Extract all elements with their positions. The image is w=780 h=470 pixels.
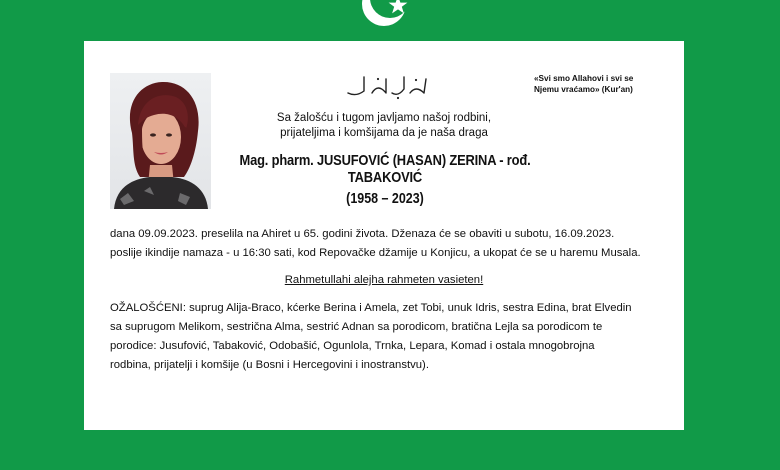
mourners-line-1: OŽALOŠĆENI: suprug Alija-Braco, kćerke Berina i Amela, zet Tobi, unuk Idris, sestra Edina, brat Elvedin bbox=[110, 302, 632, 314]
mourners-line-4: rodbina, prijatelji i komšije (u Bosni i Hercegovini i inostranstvu). bbox=[110, 359, 429, 371]
portrait-photo bbox=[110, 73, 211, 209]
deceased-name: Mag. pharm. JUSUFOVIĆ (HASAN) ZERINA - rođ. TABAKOVIĆ bbox=[239, 152, 531, 186]
rahmet-prayer: Rahmetullahi alejha rahmeten vasieten! bbox=[284, 274, 484, 286]
portrait-image bbox=[110, 73, 211, 209]
details-line-2: poslije ikindije namaza - u 16:30 sati, kod Repovačke džamije u Konjicu, a ukopat će se u haremu Musala. bbox=[110, 247, 641, 259]
intro-line-2: prijateljima i komšijama da je naša draga bbox=[280, 127, 488, 139]
crescent-star-icon bbox=[350, 0, 430, 30]
intro-text bbox=[244, 111, 524, 141]
quote-line-1: «Svi smo Allahovi i svi se bbox=[534, 74, 634, 83]
mourners-list bbox=[110, 299, 662, 375]
obituary-card bbox=[84, 41, 684, 430]
mourners-line-3: porodice: Jusufović, Tabaković, Odobašić, Ogunlola, Trnka, Lepara, Komad i ostala mnogobrojna bbox=[110, 340, 595, 352]
intro-line-1: Sa žalošću i tugom javljamo našoj rodbini, bbox=[276, 112, 492, 124]
arabic-calligraphy bbox=[342, 71, 432, 101]
quran-quote bbox=[534, 73, 666, 95]
quote-line-2: Njemu vraćamo» (Kur'an) bbox=[534, 85, 633, 94]
life-years: (1958 – 2023) bbox=[346, 191, 424, 207]
details-line-1: dana 09.09.2023. preselila na Ahiret u 65. godini života. Dženaza će se obaviti u subotu, 16.09.2023. bbox=[110, 228, 615, 240]
funeral-details bbox=[110, 225, 662, 263]
mourners-line-2: sa suprugom Melikom, sestrična Alma, sestrić Adnan sa porodicom, bratična Lejla sa porodicom te bbox=[110, 321, 603, 333]
